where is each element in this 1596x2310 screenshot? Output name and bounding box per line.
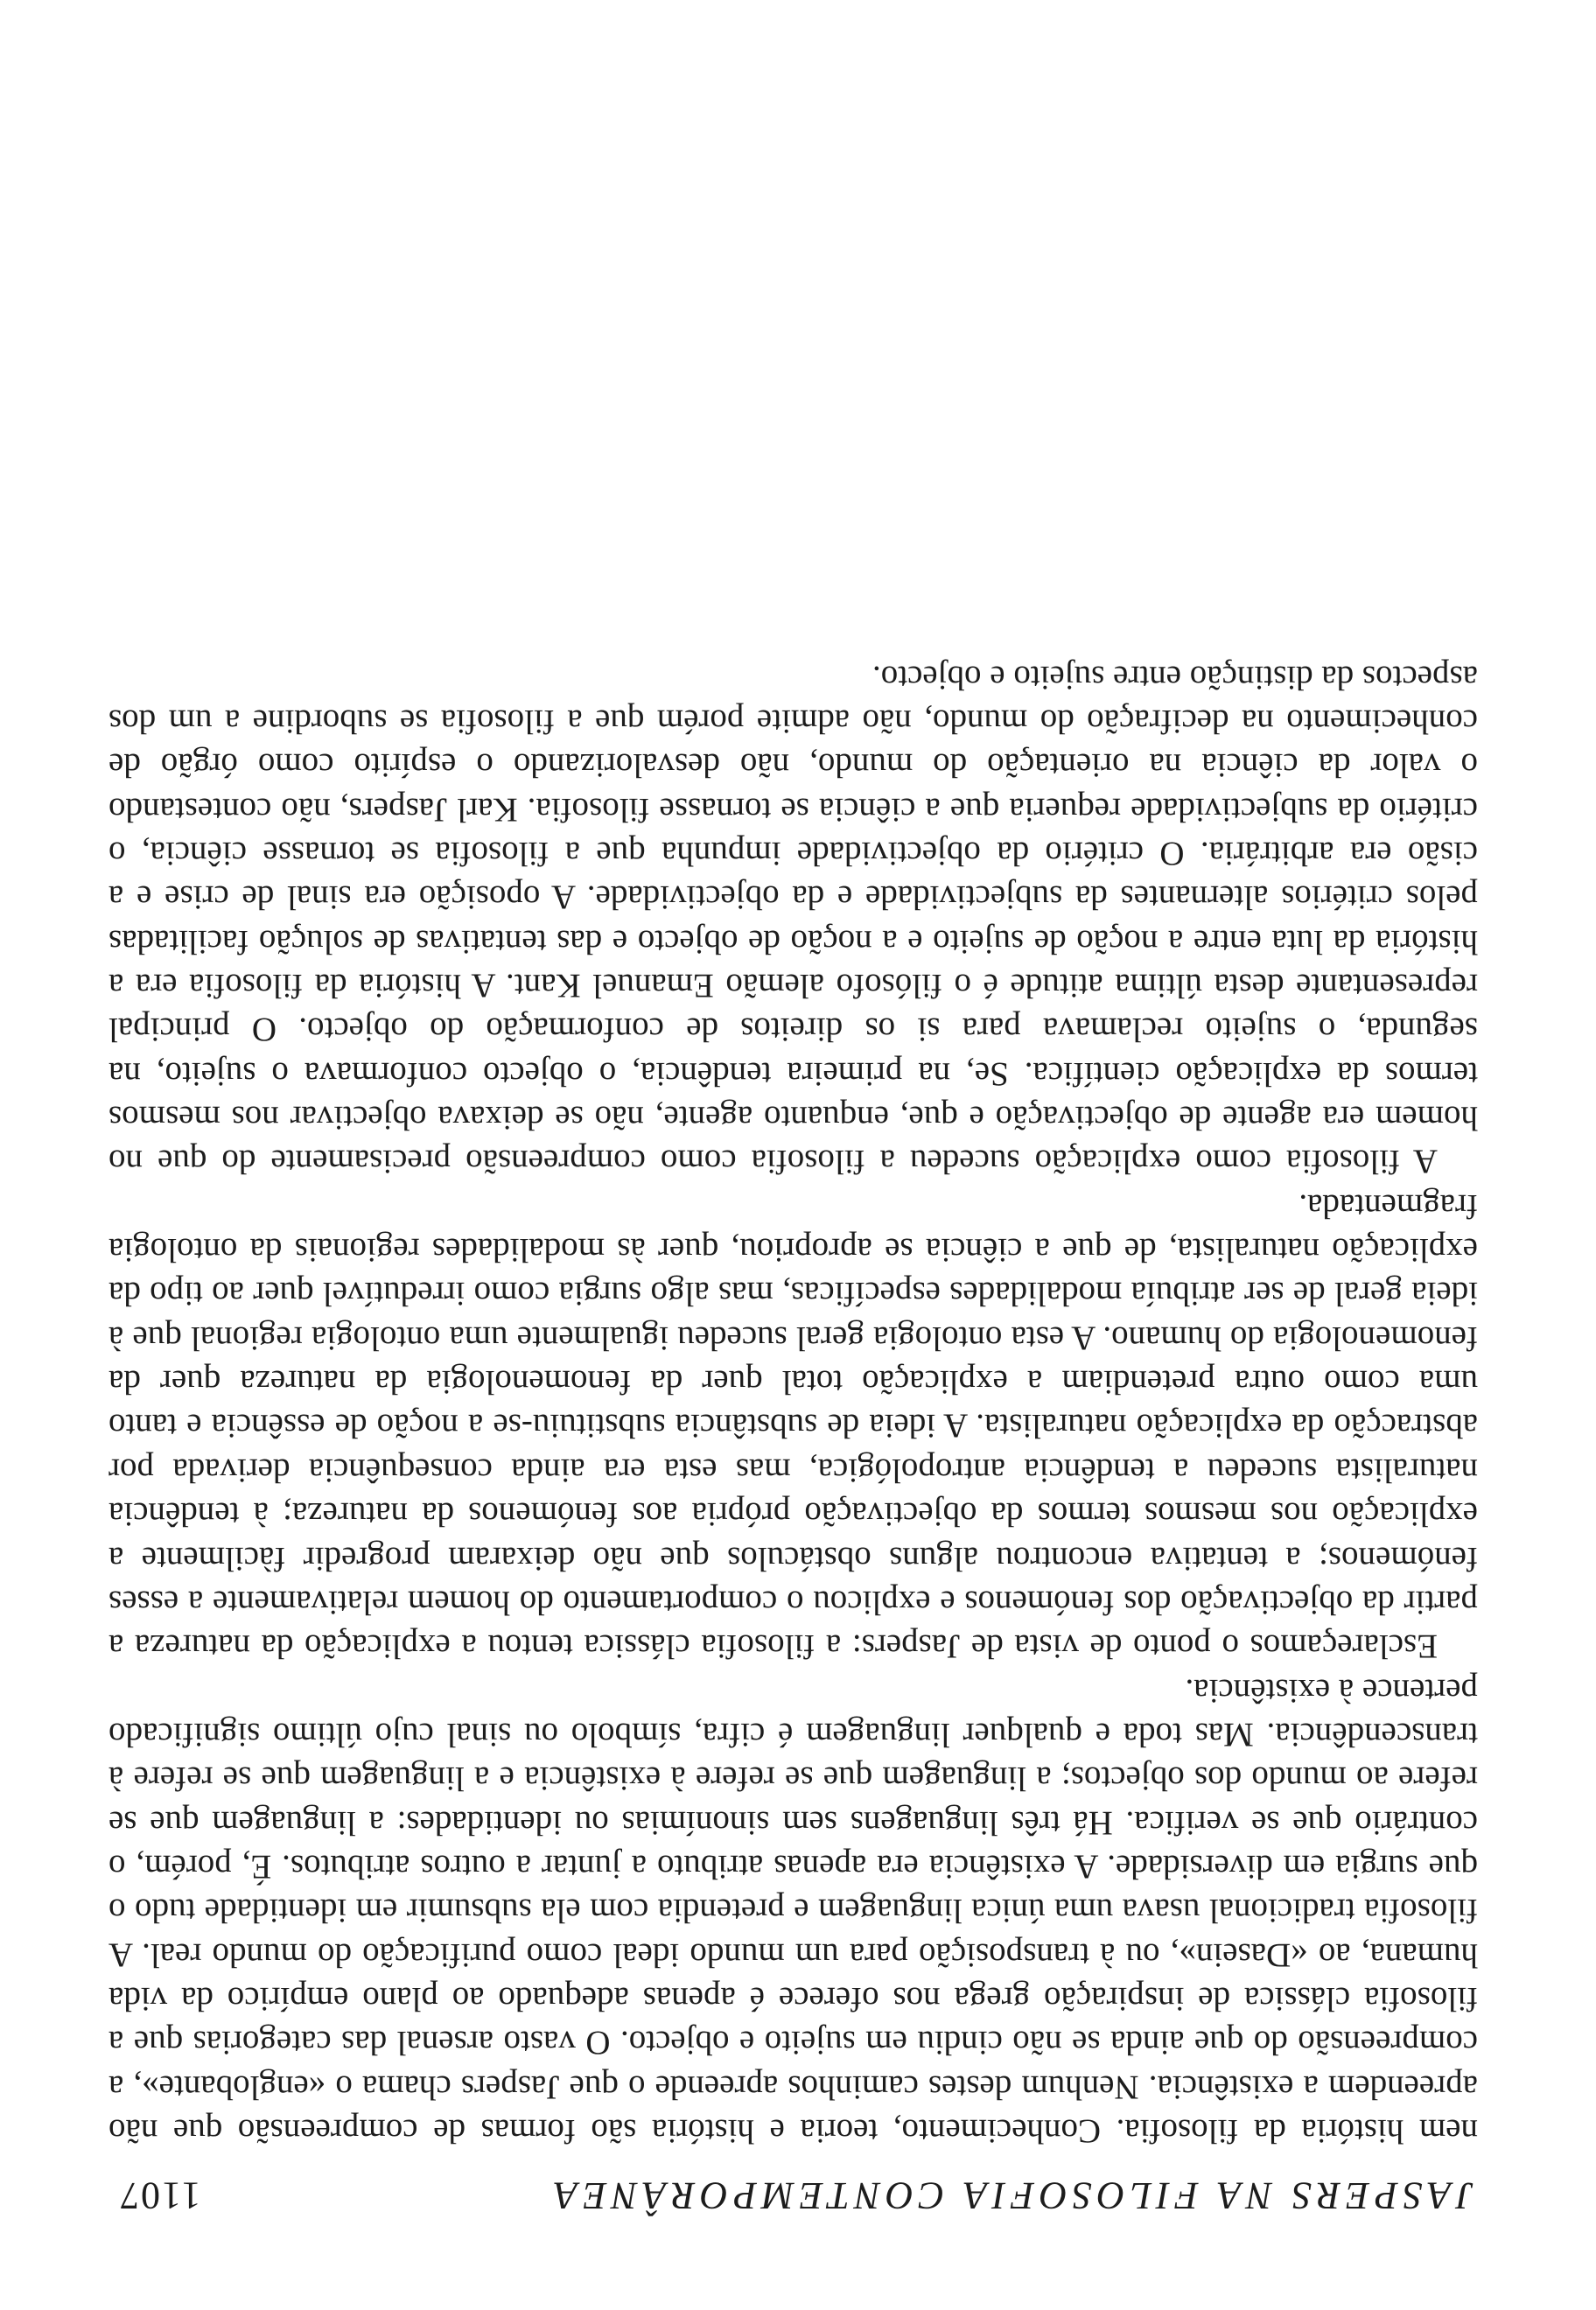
paragraph-philosophy-as-comprehension: A filosofia como explicação sucedeu a filosofia como compreensão precisamente do que no homem era agente de objectivação e que, enquanto agente, não se deixava objectivar nos mesmos termos da explicação científica. Se, na primeira tendência, o objecto conformava o sujeito, na segunda, o sujeito reclamava para si os direitos de conformação do objecto. O principal representante desta última atitude é o filósofo alemão Emanuel Kant. A história da filosofia era a história da luta entre a noção de sujeito e a noção de objecto e das tentativas de solução facilitadas pelos critérios alternantes da subjectividade e da objectividade. A oposição era sinal de crise e a cisão era arbitrária. O critério da objectividade impunha que a filosofia se tornasse ciência, o critério da subjectividade requeria que a ciência se tornasse filosofia. Karl Jaspers, não contestando o valor da ciência na orientação do mundo, não desvalorizando o espírito como órgão de conhecimento na decifração do mundo, não admite porém que a filosofia se subordine a um dos aspectos da distinção entre sujeito e objecto. xyxy=(108,658,1478,1181)
paragraph-jaspers-viewpoint: Esclareçamos o ponto de vista de Jaspers: a filosofia clássica tentou a explicação da natureza a partir da objectivação dos fenómenos e explicou o comportamento do homem relativamente a esses fenómenos; a tentativa encontrou alguns obstáculos que não deixaram progredir fàcilmente a explicação nos mesmos termos da objectivação própria aos fenómenos da natureza; à tendência naturalista sucedeu a tendência antropológica, mas esta era ainda consequência derivada por abstracção da explicação naturalista. A ideia de substância substituiu-se a noção de essência e tanto uma como outra pretendiam a explicação total quer da fenomenologia da natureza quer da fenomenologia do humano. A esta ontologia geral sucedeu igualmente uma ontologia regional que à ideia geral de ser atribuía modalidades específicas, mas algo surgia como irredutível quer ao tipo da explicação naturalista, de que a ciência se apropriou, quer às modalidades regionais da ontologia fragmentada. xyxy=(108,1186,1478,1666)
body-text xyxy=(108,654,1478,2152)
running-head xyxy=(118,2174,1474,2218)
running-head-title: JASPERS NA FILOSOFIA CONTEMPORÂNEA xyxy=(549,2174,1474,2217)
page-number: 1107 xyxy=(118,2174,201,2217)
paragraph-continued: nem história da filosofia. Conhecimento, teoria e história são formas de compreensão que não apreendem a existência. Nenhum destes caminhos apreende o que Jaspers chama o «englobante», a compreensão do que ainda se não cindiu em sujeito e objecto. O vasto arsenal das categorias que a filosofia clássica de inspiração grega nos oferece é apenas adequado ao plano empírico da vida humana, ao «Dasein», ou à transposição para um mundo ideal como purificação do mundo real. A filosofia tradicional usava uma única linguagem e pretendia com ela subsumir em identidade tudo o que surgia em diversidade. A existência era apenas atributo a juntar a outros atributos. É, porém, o contrário que se verifica. Há três linguagens sem sinonímias ou identidades: a linguagem que se refere ao mundo dos objectos; a linguagem que se refere à existência e a linguagem que se refere à transcendência. Mas toda e qualquer linguagem é cifra, símbolo ou sinal cujo último significado pertence à existência. xyxy=(108,1671,1478,2150)
